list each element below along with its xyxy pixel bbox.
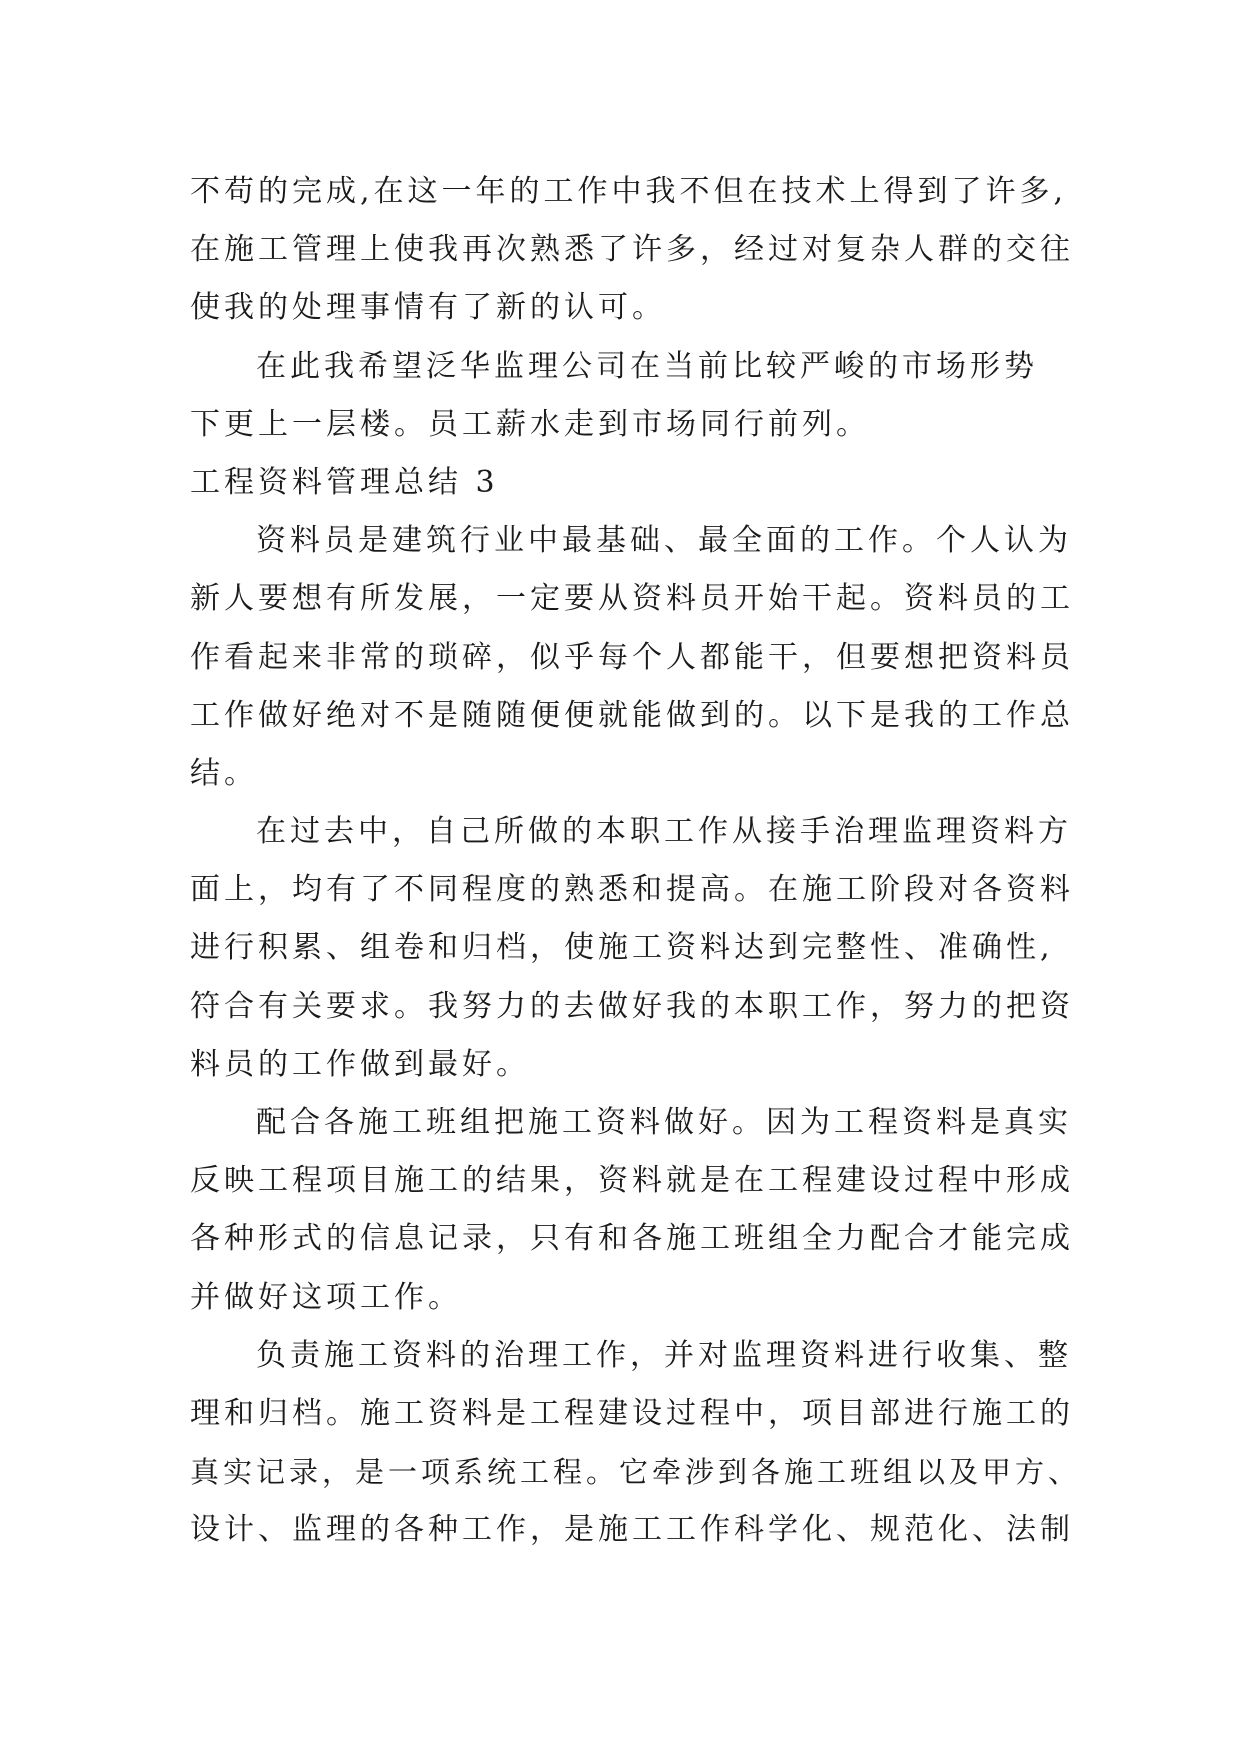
paragraph-first-line: 配合各施工班组把施工资料做好。因为工程资料是真实 (256, 1105, 1072, 1140)
text-line: 各种形式的信息记录，只有和各施工班组全力配合才能完成 (190, 1221, 1074, 1257)
text-line: 不苟的完成,在这一年的工作中我不但在技术上得到了许多, (190, 174, 1068, 209)
text-line: 料员的工作做到最好。 (190, 1046, 530, 1082)
section-heading: 工程资料管理总结 3 (190, 464, 499, 500)
text-line: 并做好这项工作。 (190, 1279, 462, 1315)
text-line: 符合有关要求。我努力的去做好我的本职工作，努力的把资 (190, 988, 1074, 1024)
document-body (190, 163, 1090, 1560)
text-line: 新人要想有所发展，一定要从资料员开始干起。资料员的工 (190, 581, 1074, 617)
text-line: 在施工管理上使我再次熟悉了许多，经过对复杂人群的交往 (190, 232, 1074, 268)
text-line: 使我的处理事情有了新的认可。 (190, 290, 666, 326)
text-line: 工作做好绝对不是随随便便就能做到的。以下是我的工作总 (190, 697, 1074, 733)
paragraph-first-line: 资料员是建筑行业中最基础、最全面的工作。个人认为 (256, 523, 1072, 559)
text-line: 下更上一层楼。员工薪水走到市场同行前列。 (190, 406, 870, 442)
text-line: 作看起来非常的琐碎，似乎每个人都能干，但要想把资料员 (190, 639, 1074, 675)
paragraph-first-line: 在此我希望泛华监理公司在当前比较严峻的市场形势 (256, 348, 1038, 384)
text-line: 结。 (190, 755, 258, 791)
text-line: 理和归档。施工资料是工程建设过程中，项目部进行施工的 (190, 1395, 1074, 1431)
text-line: 面上，均有了不同程度的熟悉和提高。在施工阶段对各资料 (190, 872, 1074, 908)
paragraph-first-line: 负责施工资料的治理工作，并对监理资料进行收集、整 (256, 1337, 1072, 1373)
text-line: 真实记录，是一项系统工程。它牵涉到各施工班组以及甲方、 (190, 1455, 1082, 1490)
paragraph-first-line: 在过去中，自己所做的本职工作从接手治理监理资料方 (256, 814, 1072, 850)
text-line: 进行积累、组卷和归档，使施工资料达到完整性、准确性, (190, 930, 1054, 966)
text-line: 设计、监理的各种工作，是施工工作科学化、规范化、法制 (190, 1512, 1074, 1548)
text-line: 反映工程项目施工的结果，资料就是在工程建设过程中形成 (190, 1163, 1074, 1199)
